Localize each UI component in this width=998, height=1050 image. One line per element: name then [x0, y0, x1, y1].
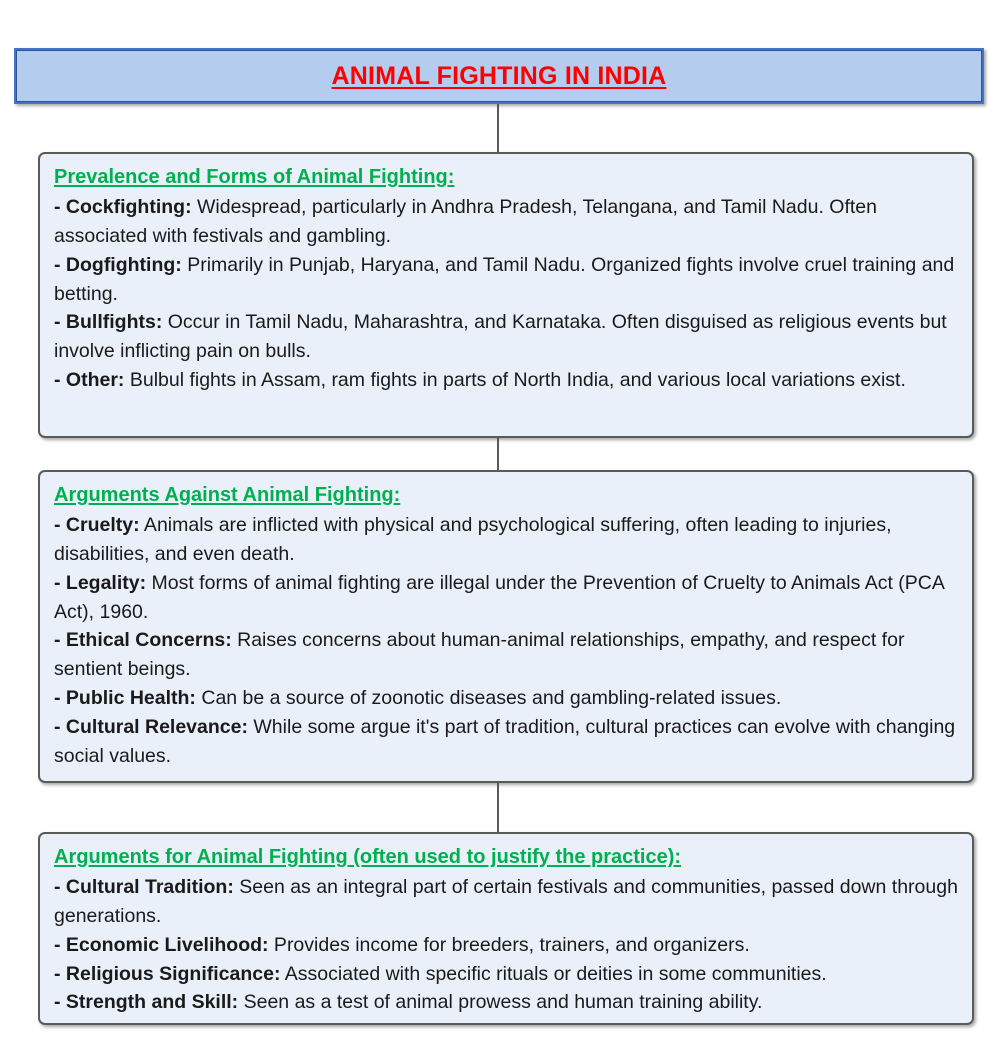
section-box-prevalence — [38, 152, 974, 438]
list-item-body: Animals are inflicted with physical and psychological suffering, often leading to injuries, disabilities, and even death. — [54, 514, 892, 565]
list-item-lead: - Dogfighting: — [54, 253, 182, 276]
list-item-body: While some argue it's part of tradition, cultural practices can evolve with changing social values. — [54, 716, 956, 767]
list-item-lead: - Other: — [54, 369, 125, 392]
list-item-lead: - Ethical Concerns: — [54, 629, 232, 652]
list-item-lead: - Cruelty: — [54, 514, 140, 536]
section-heading: Prevalence and Forms of Animal Fighting: — [54, 166, 455, 188]
list-item-body: Associated with specific rituals or deities in some communities. — [280, 962, 827, 985]
list-item — [54, 873, 958, 931]
list-item — [54, 366, 958, 395]
list-item-lead: - Cultural Tradition: — [54, 876, 234, 898]
connector-section-2-to-section-3 — [497, 783, 499, 832]
list-item-body: Seen as an integral part of certain festivals and communities, passed down through generations. — [54, 876, 958, 927]
section-box-arguments-against — [38, 470, 974, 783]
list-item — [54, 684, 958, 713]
connector-title-to-section-1 — [497, 104, 499, 152]
list-item-lead: - Cockfighting: — [54, 196, 192, 218]
list-item-body: Occur in Tamil Nadu, Maharashtra, and Karnataka. Often disguised as religious events but involve inflicting pain on bulls. — [54, 311, 947, 363]
list-item-lead: - Legality: — [54, 571, 147, 594]
list-item-lead: - Religious Significance: — [54, 962, 281, 985]
list-item — [54, 251, 958, 309]
list-item-body: Raises concerns about human-animal relationships, empathy, and respect for sentient beings. — [54, 629, 905, 681]
list-item-lead: - Economic Livelihood: — [54, 933, 269, 956]
connector-section-1-to-section-2 — [497, 438, 499, 470]
section-box-arguments-for — [38, 832, 974, 1025]
section-heading: Arguments Against Animal Fighting: — [54, 484, 401, 506]
title-banner — [14, 48, 984, 104]
list-item-body: Seen as a test of animal prowess and human training ability. — [238, 991, 763, 1014]
list-item — [54, 569, 958, 627]
list-item — [54, 713, 958, 771]
list-item — [54, 511, 958, 569]
list-item-body: Most forms of animal fighting are illegal under the Prevention of Cruelty to Animals Act (PCA Act), 1960. — [54, 571, 944, 623]
list-item — [54, 931, 958, 960]
list-item-lead: - Cultural Relevance: — [54, 716, 248, 739]
page-title: ANIMAL FIGHTING IN INDIA — [331, 61, 667, 90]
list-item-body: Bulbul fights in Assam, ram fights in parts of North India, and various local variations exist. — [124, 369, 906, 392]
list-item-lead: - Public Health: — [54, 687, 196, 710]
list-item-body: Can be a source of zoonotic diseases and gambling-related issues. — [195, 687, 782, 710]
list-item — [54, 988, 958, 1017]
list-item-body: Widespread, particularly in Andhra Pradesh, Telangana, and Tamil Nadu. Often associated with festivals and gambling. — [54, 196, 877, 247]
list-item — [54, 626, 958, 684]
list-item-body: Provides income for breeders, trainers, and organizers. — [268, 933, 750, 956]
list-item-lead: - Strength and Skill: — [54, 991, 239, 1014]
list-item-body: Primarily in Punjab, Haryana, and Tamil Nadu. Organized fights involve cruel training and betting. — [54, 253, 955, 305]
list-item — [54, 308, 958, 366]
list-item — [54, 960, 958, 989]
list-item — [54, 193, 958, 251]
list-item-lead: - Bullfights: — [54, 311, 163, 334]
section-heading: Arguments for Animal Fighting (often used to justify the practice): — [54, 846, 682, 868]
